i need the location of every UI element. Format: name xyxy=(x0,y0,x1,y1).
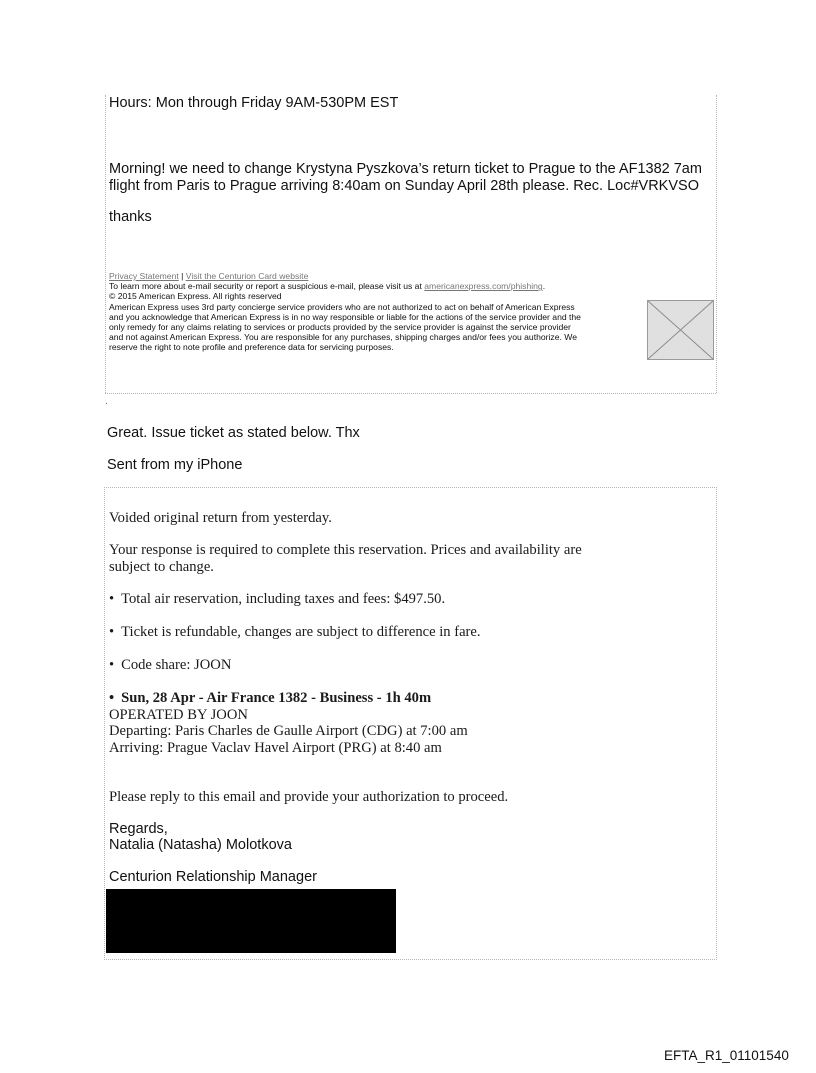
footer-links xyxy=(109,271,645,281)
disclaimer-line: and not against American Express. You are responsible for any purchases, shipping charges and/or fees you authorize. We xyxy=(109,332,578,343)
thanks-text: thanks xyxy=(109,209,152,225)
disclaimer-line: and you acknowledge that American Express is in no way responsible or liable for the actions of the service provider and the xyxy=(109,311,581,322)
bullet-total-price: • Total air reservation, including taxes and fees: $497.50. xyxy=(109,590,445,608)
quote-border-left xyxy=(105,95,106,393)
security-notice xyxy=(109,281,645,291)
document-id: EFTA_R1_01101540 xyxy=(664,1048,789,1063)
disclaimer-line: American Express uses 3rd party concierge service providers who are not authorized to act on behalf of American Express xyxy=(109,301,575,312)
authorization-request: Please reply to this email and provide your authorization to proceed. xyxy=(109,789,509,805)
change-request-line2: flight from Paris to Prague arriving 8:40am on Sunday April 28th please. Rec. Loc#VRKVSO xyxy=(109,178,699,194)
response-required-line1: Your response is required to complete this reservation. Prices and availability are xyxy=(109,542,582,558)
agent-title: Centurion Relationship Manager xyxy=(109,869,317,885)
disclaimer-line: only remedy for any claims relating to services or products provided by the service provider is against the service provider xyxy=(109,322,571,333)
flight-header: • Sun, 28 Apr - Air France 1382 - Business - 1h 40m xyxy=(109,689,431,707)
stray-dot: . xyxy=(105,396,108,407)
broken-image-icon xyxy=(647,300,714,360)
disclaimer-line: reserve the right to note profile and preference data for servicing purposes. xyxy=(109,342,394,353)
redaction-block xyxy=(106,889,396,953)
quote-border-right xyxy=(716,95,717,393)
reply-message: Great. Issue ticket as stated below. Thx xyxy=(107,425,360,441)
copyright-text: © 2015 American Express. All rights reserved xyxy=(109,291,282,302)
centurion-website-link[interactable]: Visit the Centurion Card website xyxy=(185,271,309,281)
bullet-refundable: • Ticket is refundable, changes are subject to difference in fare. xyxy=(109,623,481,641)
hours-text: Hours: Mon through Friday 9AM-530PM EST xyxy=(109,95,399,111)
legal-footer xyxy=(109,271,645,353)
iphone-signature: Sent from my iPhone xyxy=(107,457,243,473)
phishing-link[interactable]: americanexpress.com/phishing xyxy=(424,281,543,292)
operated-by: OPERATED BY JOON xyxy=(109,707,248,723)
link-separator: | xyxy=(178,271,186,281)
agent-name: Natalia (Natasha) Molotkova xyxy=(109,837,292,853)
security-notice-text: To learn more about e-mail security or report a suspicious e-mail, please visit us at xyxy=(109,281,425,292)
bullet-code-share: • Code share: JOON xyxy=(109,656,231,674)
security-notice-end: . xyxy=(542,281,546,292)
departing-info: Departing: Paris Charles de Gaulle Airport (CDG) at 7:00 am xyxy=(109,723,468,739)
change-request-line1: Morning! we need to change Krystyna Pyszkova’s return ticket to Prague to the AF1382 7am xyxy=(109,161,702,177)
privacy-statement-link[interactable]: Privacy Statement xyxy=(109,271,179,281)
response-required-line2: subject to change. xyxy=(109,559,214,575)
regards-text: Regards, xyxy=(109,821,168,837)
quote-border-bottom xyxy=(105,393,716,394)
voided-text: Voided original return from yesterday. xyxy=(109,510,332,526)
arriving-info: Arriving: Prague Vaclav Havel Airport (PRG) at 8:40 am xyxy=(109,740,442,756)
